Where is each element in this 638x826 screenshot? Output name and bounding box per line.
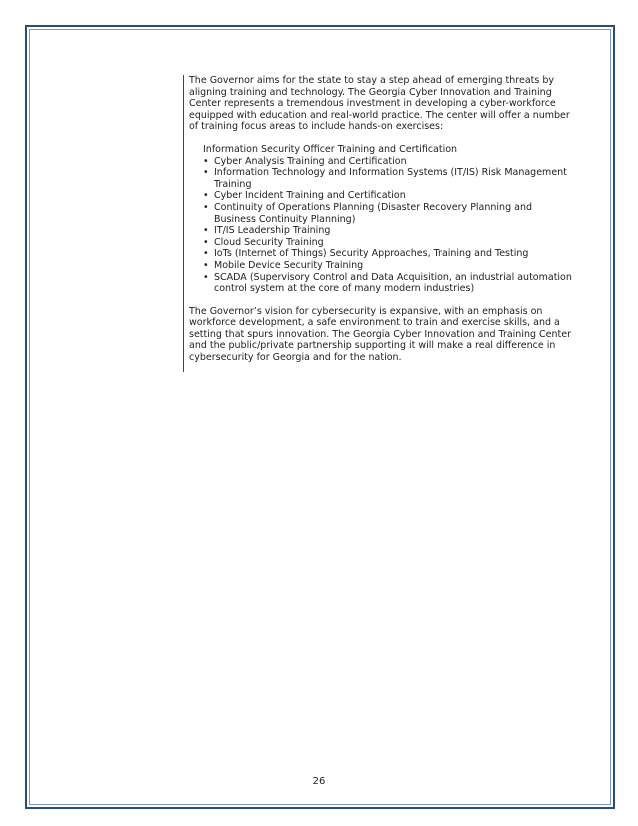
list-item: • Information Technology and Information Systems (IT/IS) Risk Management Training <box>203 167 574 190</box>
list-item: • Cloud Security Training <box>203 237 574 249</box>
list-item: • Cyber Analysis Training and Certification <box>203 156 574 168</box>
focus-areas-list <box>189 156 574 295</box>
list-item: • IT/IS Leadership Training <box>203 225 574 237</box>
list-item: • IoTs (Internet of Things) Security Approaches, Training and Testing <box>203 248 574 260</box>
list-item: • Mobile Device Security Training <box>203 260 574 272</box>
page-number: 26 <box>312 776 326 787</box>
list-item: • Continuity of Operations Planning (Disaster Recovery Planning and Business Continuity Planning) <box>203 202 574 225</box>
paragraph-spacer <box>189 133 574 144</box>
intro-paragraph: The Governor aims for the state to stay a step ahead of emerging threats by aligning training and technology. The Georgia Cyber Innovation and Training Center represents a tremendous investment in developing a cyber-workforce equipped with education and real-world practice. The center will offer a number of training focus areas to include hands-on exercises: <box>189 75 570 133</box>
list-item: • Cyber Incident Training and Certification <box>203 190 574 202</box>
list-heading: Information Security Officer Training and Certification <box>203 143 458 155</box>
list-item: • SCADA (Supervisory Control and Data Acquisition, an industrial automation control system at the core of many modern industries) <box>203 272 574 295</box>
document-body <box>183 75 574 372</box>
closing-paragraph: The Governor’s vision for cybersecurity is expansive, with an emphasis on workforce development, a safe environment to train and exercise skills, and a setting that spurs innovation. The Georgia Cyber Innovation and Training Center and the public/private partnership supporting it will make a real difference in cybersecurity for Georgia and for the nation. <box>189 305 572 364</box>
paragraph-spacer <box>189 295 574 306</box>
